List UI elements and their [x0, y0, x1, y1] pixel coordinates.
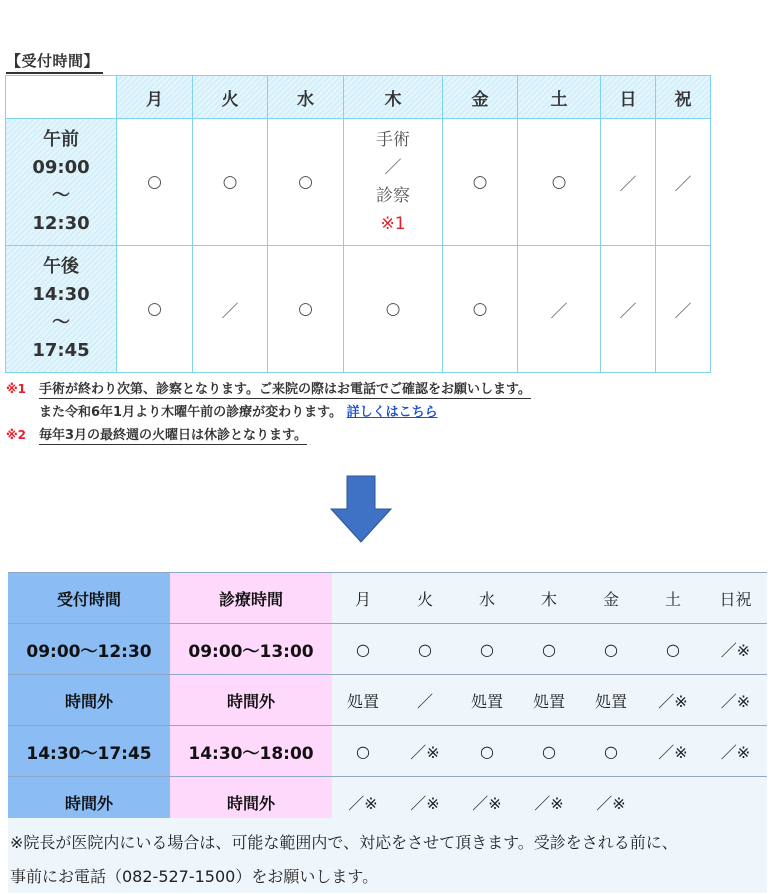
schedule-cell: ○ [642, 624, 704, 675]
schedule-cell: ／※ [332, 777, 394, 828]
note-text: また令和6年1月より木曜午前の診療が変わります。 [39, 405, 343, 420]
new-schedule-row [8, 726, 767, 777]
schedule-cell: ○ [518, 624, 580, 675]
schedule-cell: ／※ [704, 726, 767, 777]
schedule-cell: ○ [456, 624, 518, 675]
schedule-cell: ／※ [704, 675, 767, 726]
day-header: 水 [268, 76, 344, 119]
morning-row [6, 119, 711, 246]
day-header: 日祝 [704, 573, 767, 624]
schedule-cell: ○ [268, 119, 344, 246]
day-header: 土 [642, 573, 704, 624]
schedule-cell: ○ [443, 246, 518, 373]
schedule-cell: ○ [344, 246, 443, 373]
schedule-cell: ／※ [580, 777, 642, 828]
footer-line: ※院長が医院内にいる場合は、可能な範囲内で、対応をさせて頂きます。受診をされる前に、 [10, 833, 678, 852]
afternoon-time-label: 午後 14:30 ～ 17:45 [6, 246, 117, 373]
schedule-cell: ○ [193, 119, 268, 246]
schedule-cell: ○ [580, 726, 642, 777]
schedule-cell: ○ [518, 726, 580, 777]
day-header: 金 [443, 76, 518, 119]
reception-hours: 時間外 [8, 777, 170, 828]
schedule-cell: ／ [601, 246, 656, 373]
note-ref-mark: ※1 [380, 214, 406, 234]
day-header: 土 [518, 76, 601, 119]
day-header: 祝 [656, 76, 711, 119]
schedule-cell: ○ [443, 119, 518, 246]
consultation-hours: 時間外 [170, 675, 332, 726]
schedule-cell: ○ [456, 726, 518, 777]
schedule-cell: 処置 [456, 675, 518, 726]
new-schedule-row [8, 624, 767, 675]
schedule-cell: ○ [332, 726, 394, 777]
consultation-hours-header: 診療時間 [170, 573, 332, 624]
footer-line: 事前にお電話（082-527-1500）をお願いします。 [10, 867, 379, 886]
note-text: 毎年3月の最終週の火曜日は休診となります。 [39, 428, 308, 443]
schedule-cell: ／ [656, 246, 711, 373]
day-header: 水 [456, 573, 518, 624]
corner-cell [6, 76, 117, 119]
new-schedule-table [8, 572, 767, 828]
afternoon-row [6, 246, 711, 373]
schedule-cell: ／ [394, 675, 456, 726]
note-mark: ※2 [6, 428, 27, 442]
reception-hours: 09:00～12:30 [8, 624, 170, 675]
reception-hours-header: 受付時間 [8, 573, 170, 624]
consultation-hours: 14:30～18:00 [170, 726, 332, 777]
new-schedule-row [8, 675, 767, 726]
schedule-cell: ／※ [642, 726, 704, 777]
note-1-continued [6, 401, 531, 424]
schedule-notes [6, 378, 531, 447]
schedule-cell: ／※ [394, 777, 456, 828]
footer-note [8, 818, 767, 893]
schedule-cell: ／※ [704, 624, 767, 675]
day-header: 月 [117, 76, 193, 119]
schedule-cell: ○ [117, 119, 193, 246]
morning-time-label: 午前 09:00 ～ 12:30 [6, 119, 117, 246]
schedule-cell: ○ [117, 246, 193, 373]
day-header: 火 [394, 573, 456, 624]
note-mark: ※1 [6, 382, 27, 396]
schedule-cell: ○ [518, 119, 601, 246]
schedule-cell: 処置 [332, 675, 394, 726]
day-header: 金 [580, 573, 642, 624]
consultation-hours: 時間外 [170, 777, 332, 828]
new-header-row [8, 573, 767, 624]
details-link[interactable]: 詳しくはこちら [346, 405, 438, 420]
schedule-cell: ／※ [456, 777, 518, 828]
old-schedule-table [5, 75, 711, 373]
note-2 [6, 424, 531, 447]
schedule-cell: ／ [518, 246, 601, 373]
schedule-cell: 処置 [518, 675, 580, 726]
reception-hours: 時間外 [8, 675, 170, 726]
schedule-cell: ○ [332, 624, 394, 675]
day-header: 火 [193, 76, 268, 119]
schedule-cell: ／ [601, 119, 656, 246]
schedule-cell: ○ [268, 246, 344, 373]
thursday-morning-cell: 手術 ／ 診察 ※1 [344, 119, 443, 246]
schedule-cell: ／ [656, 119, 711, 246]
day-header: 月 [332, 573, 394, 624]
schedule-cell: ／※ [518, 777, 580, 828]
schedule-cell: ／※ [394, 726, 456, 777]
note-text: 手術が終わり次第、診察となります。ご来院の際はお電話でご確認をお願いします。 [39, 382, 531, 397]
schedule-cell: 処置 [580, 675, 642, 726]
schedule-cell: ○ [580, 624, 642, 675]
arrow-down-icon [330, 475, 392, 543]
note-1 [6, 378, 531, 401]
day-header: 木 [518, 573, 580, 624]
day-header-row [6, 76, 711, 119]
day-header: 木 [344, 76, 443, 119]
schedule-cell: ／※ [642, 675, 704, 726]
section-title: 【受付時間】 [6, 50, 103, 74]
consultation-hours: 09:00～13:00 [170, 624, 332, 675]
reception-hours: 14:30～17:45 [8, 726, 170, 777]
schedule-cell: ／ [193, 246, 268, 373]
schedule-cell: ○ [394, 624, 456, 675]
day-header: 日 [601, 76, 656, 119]
